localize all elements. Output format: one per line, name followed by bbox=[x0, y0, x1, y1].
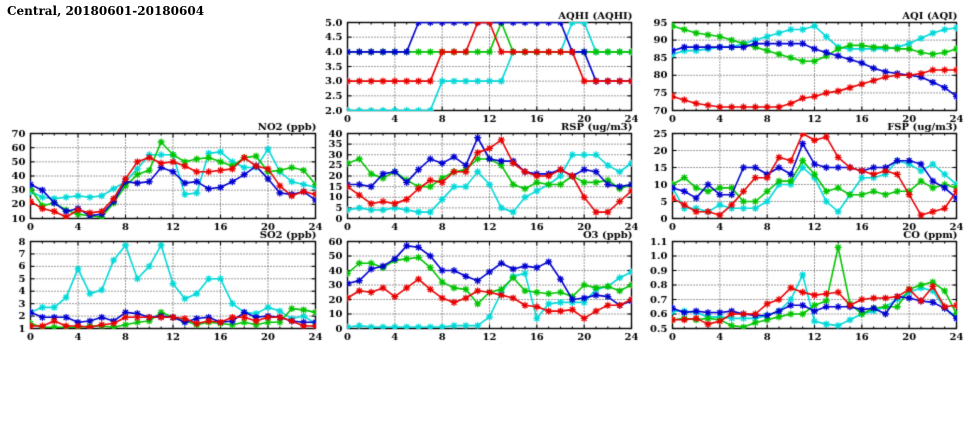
chart-region-so2 bbox=[30, 241, 315, 328]
chart-region-no2 bbox=[30, 133, 315, 218]
chart-region-o3 bbox=[347, 241, 631, 328]
chart-region-rsp bbox=[347, 133, 631, 218]
chart-region-fsp bbox=[672, 133, 956, 218]
chart-region-co bbox=[672, 241, 956, 328]
chart-region-aqi bbox=[672, 22, 956, 110]
chart-region-aqhi bbox=[347, 22, 631, 110]
